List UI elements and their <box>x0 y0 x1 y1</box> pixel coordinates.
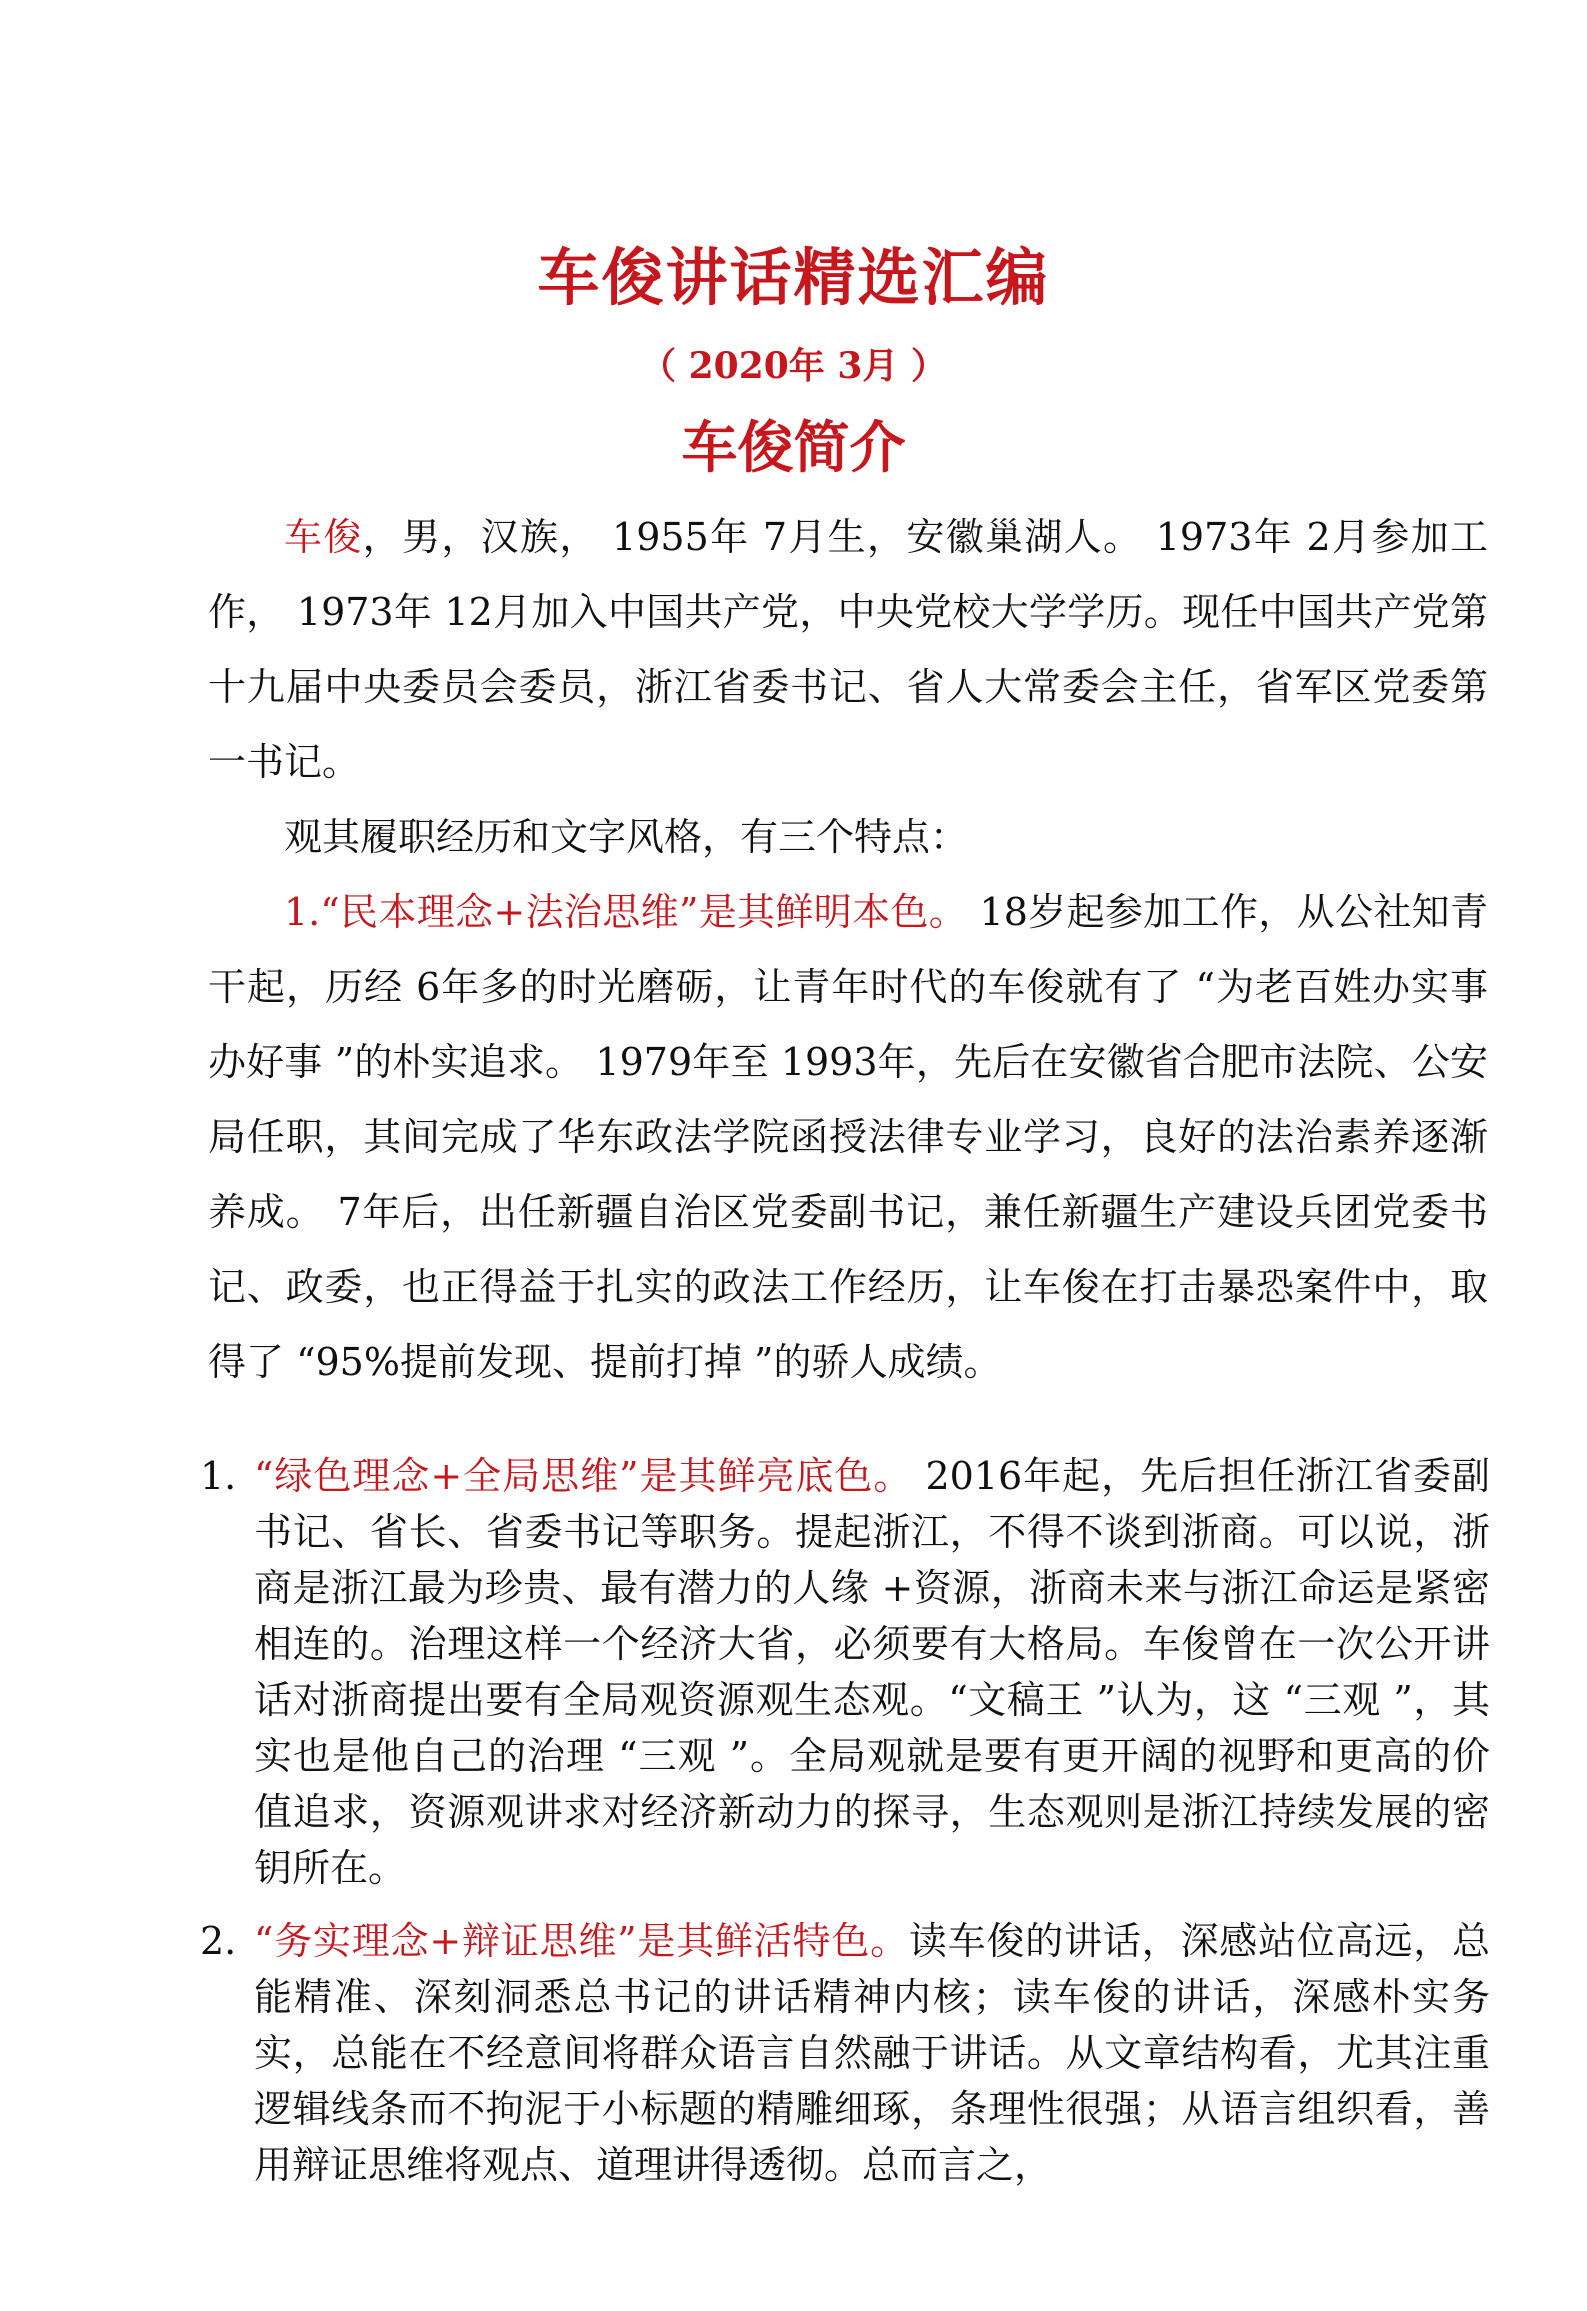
person-name: 车俊 <box>284 515 363 559</box>
point-heading-1: 1.“民本理念+法治思维”是其鲜明本色。 <box>284 890 968 934</box>
list-item-heading: “绿色理念+全局思维”是其鲜亮底色。 <box>254 1454 913 1498</box>
list-item-number: 2. <box>200 1919 237 1963</box>
document-title: 车俊讲话精选汇编 <box>537 241 1050 314</box>
list-item <box>200 1913 1490 2193</box>
numbered-list <box>200 1448 1490 2210</box>
intro-body <box>208 500 1488 1400</box>
list-item-text <box>254 1913 1490 2193</box>
intro-paragraph-2: 观其履职经历和文字风格，有三个特点： <box>284 815 969 859</box>
section-title: 车俊简介 <box>681 415 906 481</box>
list-item-body: 读车俊的讲话，深感站位高远，总能精准、深刻洞悉总书记的讲话精神内核；读车俊的讲话，深感朴实务实，总能在不经意间将群众语言自然融于讲话。从文章结构看，尤其注重逻辑线条而不拘泥于小标题的精雕细琢，条理性很强；从语言组织看，善用辩证思维将观点、道理讲得透彻。总而言之， <box>254 1919 1490 2187</box>
intro-paragraph-3-text: 18岁起参加工作，从公社知青干起，历经 6年多的时光磨砺，让青年时代的车俊就有了 “为老百姓办实事办好事 ”的朴实追求。 1979年至 1993年，先后在安徽省合肥市法院、公安局任职，其间完成了华东政法学院函授法律专业学习，良好的法治素养逐渐养成。 7年后，出任新疆自治区党委副书记，兼任新疆生产建设兵团党委书记、政委，也正得益于扎实的政法工作经历，让车俊在打击暴恐案件中，取得了 “95%提前发现、提前打掉 ”的骄人成绩。 <box>208 890 1489 1384</box>
intro-paragraph-3 <box>208 875 1488 1400</box>
list-item <box>200 1448 1490 1896</box>
list-item-heading: “务实理念+辩证思维”是其鲜活特色。 <box>254 1919 909 1963</box>
document-date: （ 2020年 3月 ） <box>640 345 947 387</box>
list-item-number: 1. <box>200 1454 237 1498</box>
list-item-text <box>254 1448 1490 1896</box>
intro-paragraph-1 <box>208 500 1488 800</box>
intro-paragraph-1-text: ，男，汉族， 1955年 7月生，安徽巢湖人。 1973年 2月参加工作， 1973年 12月加入中国共产党，中央党校大学学历。现任中国共产党第十九届中央委员会委员，浙江省委书记、省人大常委会主任，省军区党委第一书记。 <box>208 515 1488 784</box>
list-item-body: 2016年起，先后担任浙江省委副书记、省长、省委书记等职务。提起浙江，不得不谈到浙商。可以说，浙商是浙江最为珍贵、最有潜力的人缘 +资源，浙商未来与浙江命运是紧密相连的。治理这样一个经济大省，必须要有大格局。车俊曾在一次公开讲话对浙商提出要有全局观资源观生态观。“文稿王 ”认为，这 “三观 ”，其实也是他自己的治理 “三观 ”。全局观就是要有更开阔的视野和更高的价值追求，资源观讲求对经济新动力的探寻，生态观则是浙江持续发展的密钥所在。 <box>254 1454 1490 1890</box>
